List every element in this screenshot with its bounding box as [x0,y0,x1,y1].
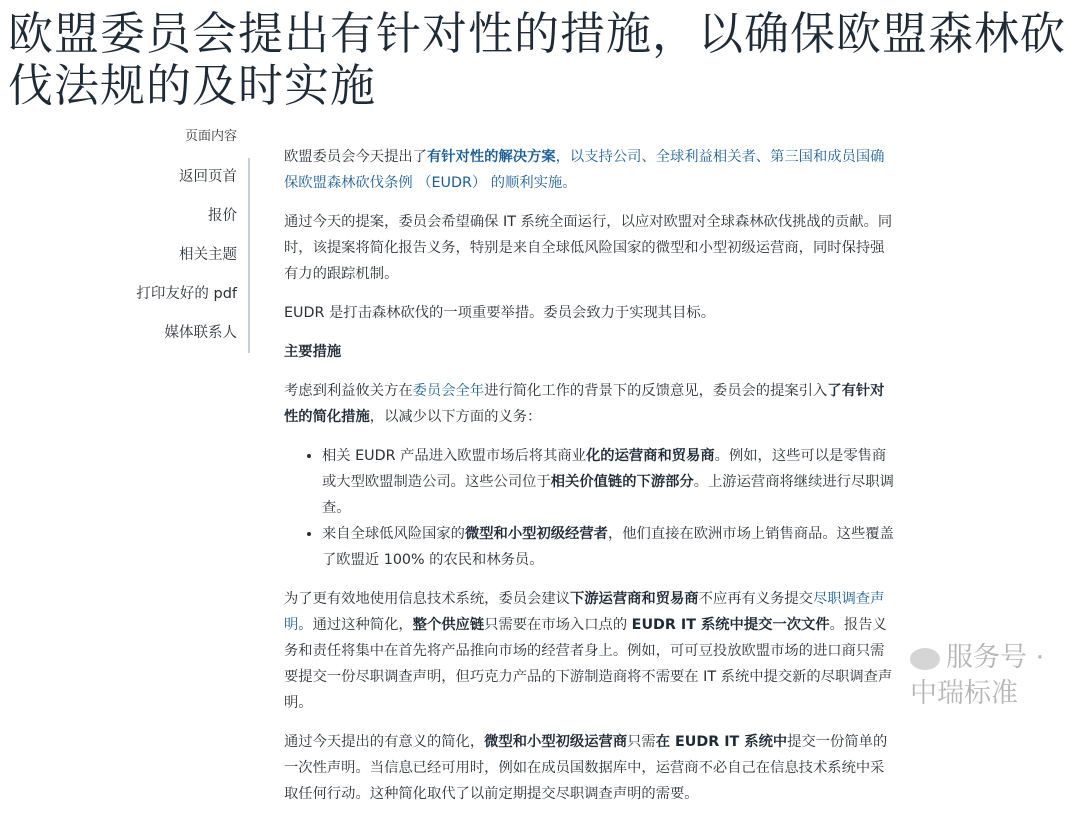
toc-item-back-to-top[interactable]: 返回页首 [179,169,237,185]
text-segment: 只需要在市场入口点的 [484,617,632,633]
inline-link[interactable]: 尽职调查声明 [284,591,885,633]
paragraph [284,586,896,716]
bold-text: 下游运营商和贸易商 [569,591,699,607]
table-of-contents [100,128,248,341]
inline-link[interactable]: ，以支持公司、全球利益相关者、第三国和成员国确保欧盟森林砍伐条例 （EUDR） 的顺利实施。 [284,149,885,191]
text-segment: ，以减少以下方面的义务： [369,409,542,425]
inline-link[interactable]: 委员会全年 [412,383,485,399]
toc-list [87,158,250,353]
watermark-text: 服务号 · 中瑞标准 [910,642,1045,709]
page-title: 欧盟委员会提出有针对性的措施，以确保欧盟森林砍伐法规的及时实施 [8,7,1067,112]
text-segment: 进行简化工作的背景下的反馈意见，委员会的提案引入 [484,383,828,399]
text-segment: ，他们直接在欧洲市场上销售商品。这些覆盖了欧盟近 100% 的农民和林务员。 [322,526,894,568]
list-item [322,443,896,521]
text-segment: 通过今天的提案，委员会希望确保 IT 系统全面运行，以应对欧盟对全球森林砍伐挑战的贡献。同时，该提案将简化报告义务，特别是来自全球低风险国家的微型和小型初级运营商，同时保持强有力的跟踪机制。 [284,214,893,282]
text-segment: 。通过这种简化， [298,617,413,633]
toc-heading: 页面内容 [184,129,237,144]
toc-item-print-pdf[interactable]: 打印友好的 pdf [136,286,237,302]
text-segment: 通过今天提出的有意义的简化， [284,734,485,750]
text-segment: 只需 [627,734,656,750]
paragraph [284,209,896,287]
wechat-icon [910,648,940,670]
text-segment: 考虑到利益攸关方在 [284,383,413,399]
text-segment: 。上游运营商将继续进行尽职调查。 [322,474,894,516]
bold-text: 微型和小型初级经营者 [464,526,608,542]
toc-item-media-contacts[interactable]: 媒体联系人 [164,325,237,341]
text-segment: 为了更有效地使用信息技术系统，委员会建议 [284,591,570,607]
bold-text: 了有针对性的简化措施 [284,383,885,425]
toc-item-related-topics[interactable]: 相关主题 [179,247,237,263]
bold-text: EUDR IT 系统中提交一次文件 [631,617,830,633]
text-segment: 提交一份简单的一次性声明。当信息已经可用时，例如在成员国数据库中，运营商不必自己在信息技术系统中采取任何行动。这种简化取代了以前定期提交尽职调查声明的需要。 [284,734,888,802]
text-segment: 欧盟委员会今天提出了 [284,149,427,165]
text-segment: 不应再有义务提交 [698,591,813,607]
inline-link[interactable]: 有针对性的解决方案 [426,149,556,165]
paragraph [284,144,896,196]
text-segment: 来自全球低风险国家的 [322,526,465,542]
toc-item-quote[interactable]: 报价 [208,208,237,224]
list-item [322,521,896,573]
bold-text: 微型和小型初级运营商 [484,734,628,750]
bold-text: 整个供应链 [412,617,485,633]
article-body [284,144,896,820]
text-segment: EUDR 是打击森林砍伐的一项重要举措。委员会致力于实现其目标。 [284,305,715,321]
bold-text: 相关价值链的下游部分 [550,474,694,490]
paragraph [284,300,896,326]
text-segment: 。例如，这些可以是零售商或大型欧盟制造公司。这些公司位于 [322,448,887,490]
text-segment: 。报告义务和责任将集中在首先将产品推向市场的经营者身上。例如，可可豆投放欧盟市场的进口商只需要提交一份尽职调查声明，但巧克力产品的下游制造商将不需要在 IT 系统中提交新的尽职调查声明。 [284,617,893,711]
watermark [910,640,1075,712]
bullet-list [284,443,896,573]
text-segment: 相关 EUDR 产品进入欧盟市场后将其商业 [322,448,586,464]
bold-text: 化的运营商和贸易商 [585,448,715,464]
paragraph [284,378,896,430]
bold-text: 在 EUDR IT 系统中 [655,734,788,750]
paragraph [284,729,896,807]
bold-text: 主要措施 [284,344,342,360]
section-heading [284,339,896,365]
